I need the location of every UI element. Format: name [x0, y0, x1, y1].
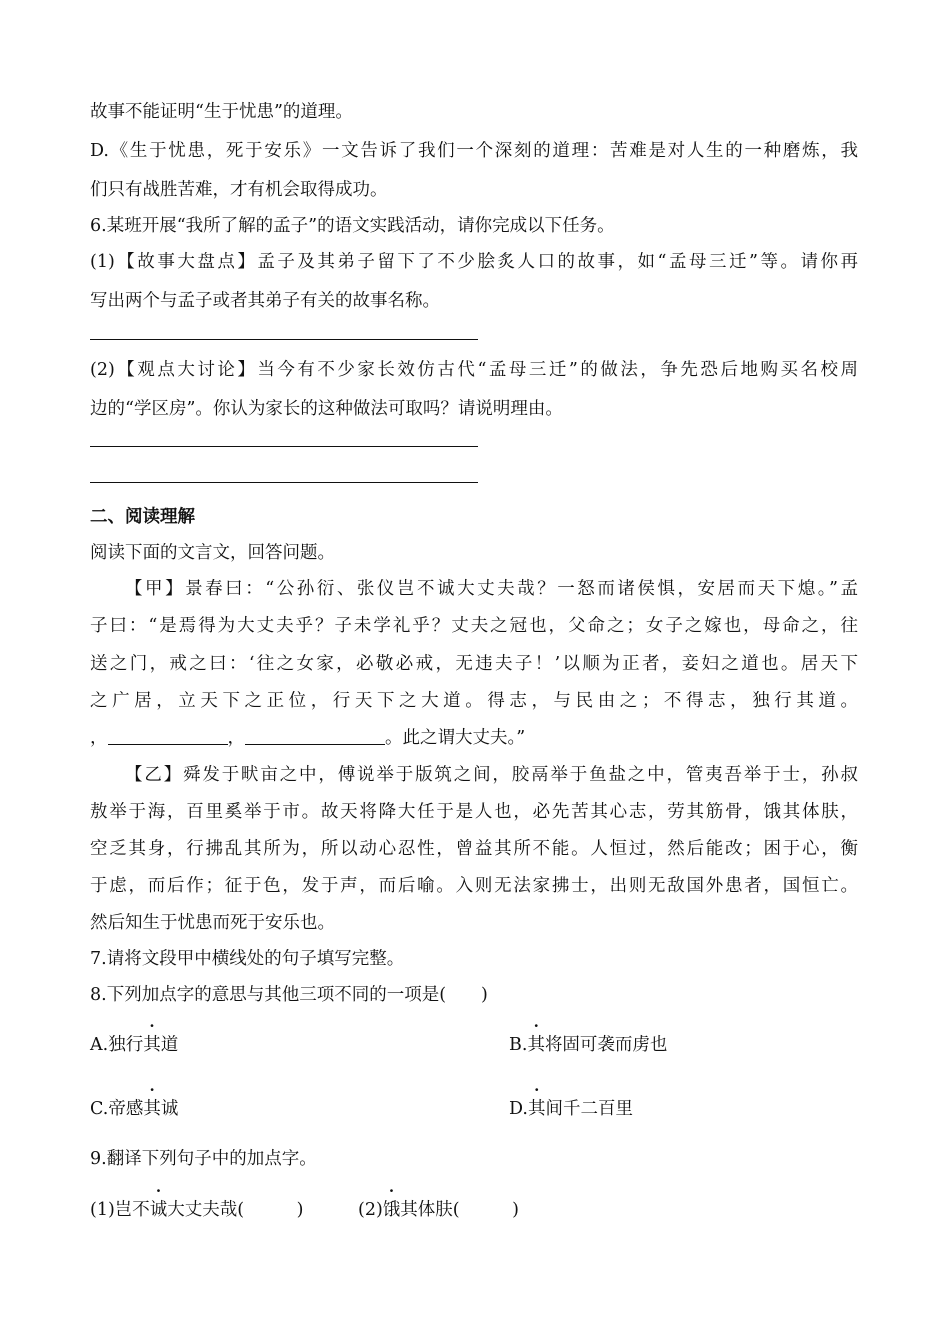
section-heading: 二、阅读理解	[90, 507, 195, 527]
option-c[interactable]	[90, 1095, 178, 1120]
question-6-2: (2)【观点大讨论】当今有不少家长效仿古代“孟母三迁”的做法，争先恐后地购买名校周	[90, 360, 858, 380]
fill-blank-1[interactable]	[108, 728, 228, 745]
question-9-item-2	[358, 1196, 519, 1221]
text-line: 故事不能证明“生于忧患”的道理。	[90, 102, 353, 122]
passage-yi-line: 敖举于海，百里奚举于市。故天将降大任于是人也，必先苦其心志，劳其筋骨，饿其体肤，	[90, 802, 858, 822]
passage-jia-line: 【甲】景春曰：“公孙衍、张仪岂不诚大丈夫哉？一怒而诸侯惧，安居而天下熄。”孟	[125, 579, 858, 599]
passage-yi-line: 然后知生于忧患而死于安乐也。	[90, 913, 335, 933]
text-line: 们只有战胜苦难，才有机会取得成功。	[90, 180, 388, 200]
passage-jia-line: 送之门，戒之曰：‘往之女家，必敬必戒，无违夫子！’以顺为正者，妾妇之道也。居天下	[90, 654, 858, 674]
option-a[interactable]	[90, 1031, 178, 1056]
comma: ，	[227, 728, 245, 748]
question-9-item-1	[90, 1196, 303, 1221]
passage-jia-line: 之广居，立天下之正位，行天下之大道。得志，与民由之；不得志，独行其道。	[90, 691, 858, 711]
item-text: (1)岂不	[90, 1200, 150, 1220]
text-run: 。此之谓大丈夫。”	[385, 728, 526, 748]
option-text: 诚	[160, 1099, 179, 1119]
dotted-char: 饿	[382, 1200, 401, 1220]
passage-yi-line: 【乙】舜发于畎亩之中，傅说举于版筑之间，胶鬲举于鱼盐之中，管夷吾举于士，孙叔	[125, 765, 858, 785]
option-text: D.	[509, 1099, 528, 1119]
dotted-char: 其	[143, 1035, 161, 1055]
option-text: C.帝感	[90, 1099, 144, 1119]
answer-line[interactable]	[90, 482, 478, 483]
option-d[interactable]	[509, 1095, 633, 1120]
option-text: A.独行	[90, 1035, 144, 1055]
reading-intro: 阅读下面的文言文，回答问题。	[90, 543, 335, 563]
comma: ，	[90, 728, 108, 748]
answer-line[interactable]	[90, 446, 478, 447]
item-text: 其体肤( )	[400, 1200, 519, 1220]
answer-line[interactable]	[90, 339, 478, 340]
question-6-1: (1)【故事大盘点】孟子及其弟子留下了不少脍炙人口的故事，如“孟母三迁”等。请你再	[90, 252, 858, 272]
item-text: (2)	[358, 1200, 383, 1220]
passage-jia-fill-line	[90, 724, 525, 749]
item-text: 大丈夫哉( )	[167, 1200, 304, 1220]
passage-yi-line: 于虑，而后作；征于色，发于声，而后喻。入则无法家拂士，出则无敌国外患者，国恒亡。	[90, 876, 858, 896]
option-text: B.	[509, 1035, 528, 1055]
dotted-char: 其	[527, 1035, 545, 1055]
option-text: 将固可袭而虏也	[544, 1035, 668, 1055]
option-b[interactable]	[509, 1031, 667, 1056]
option-d-line: D.《生于忧患，死于安乐》一文告诉了我们一个深刻的道理：苦难是对人生的一种磨炼，我	[90, 141, 858, 161]
option-text: 道	[160, 1035, 179, 1055]
passage-yi-line: 空乏其身，行拂乱其所为，所以动心忍性，曾益其所不能。人恒过，然后能改；困于心，衡	[90, 839, 858, 859]
text-line: 边的“学区房”。你认为家长的这种做法可取吗？请说明理由。	[90, 399, 563, 419]
option-text: 间千二百里	[545, 1099, 633, 1119]
passage-jia-line: 子曰：“是焉得为大丈夫乎？子未学礼乎？丈夫之冠也，父命之；女子之嫁也，母命之，往	[90, 616, 858, 636]
question-9: 9.翻译下列句子中的加点字。	[90, 1149, 317, 1169]
question-7: 7.请将文段甲中横线处的句子填写完整。	[90, 949, 405, 969]
dotted-char: 诚	[149, 1200, 168, 1220]
dotted-char: 其	[527, 1099, 546, 1119]
text-line: 写出两个与孟子或者其弟子有关的故事名称。	[90, 291, 440, 311]
question-6: 6.某班开展“我所了解的孟子”的语文实践活动，请你完成以下任务。	[90, 216, 615, 236]
fill-blank-2[interactable]	[245, 728, 385, 745]
question-8: 8.下列加点字的意思与其他三项不同的一项是( )	[90, 985, 488, 1005]
dotted-char: 其	[143, 1099, 161, 1119]
